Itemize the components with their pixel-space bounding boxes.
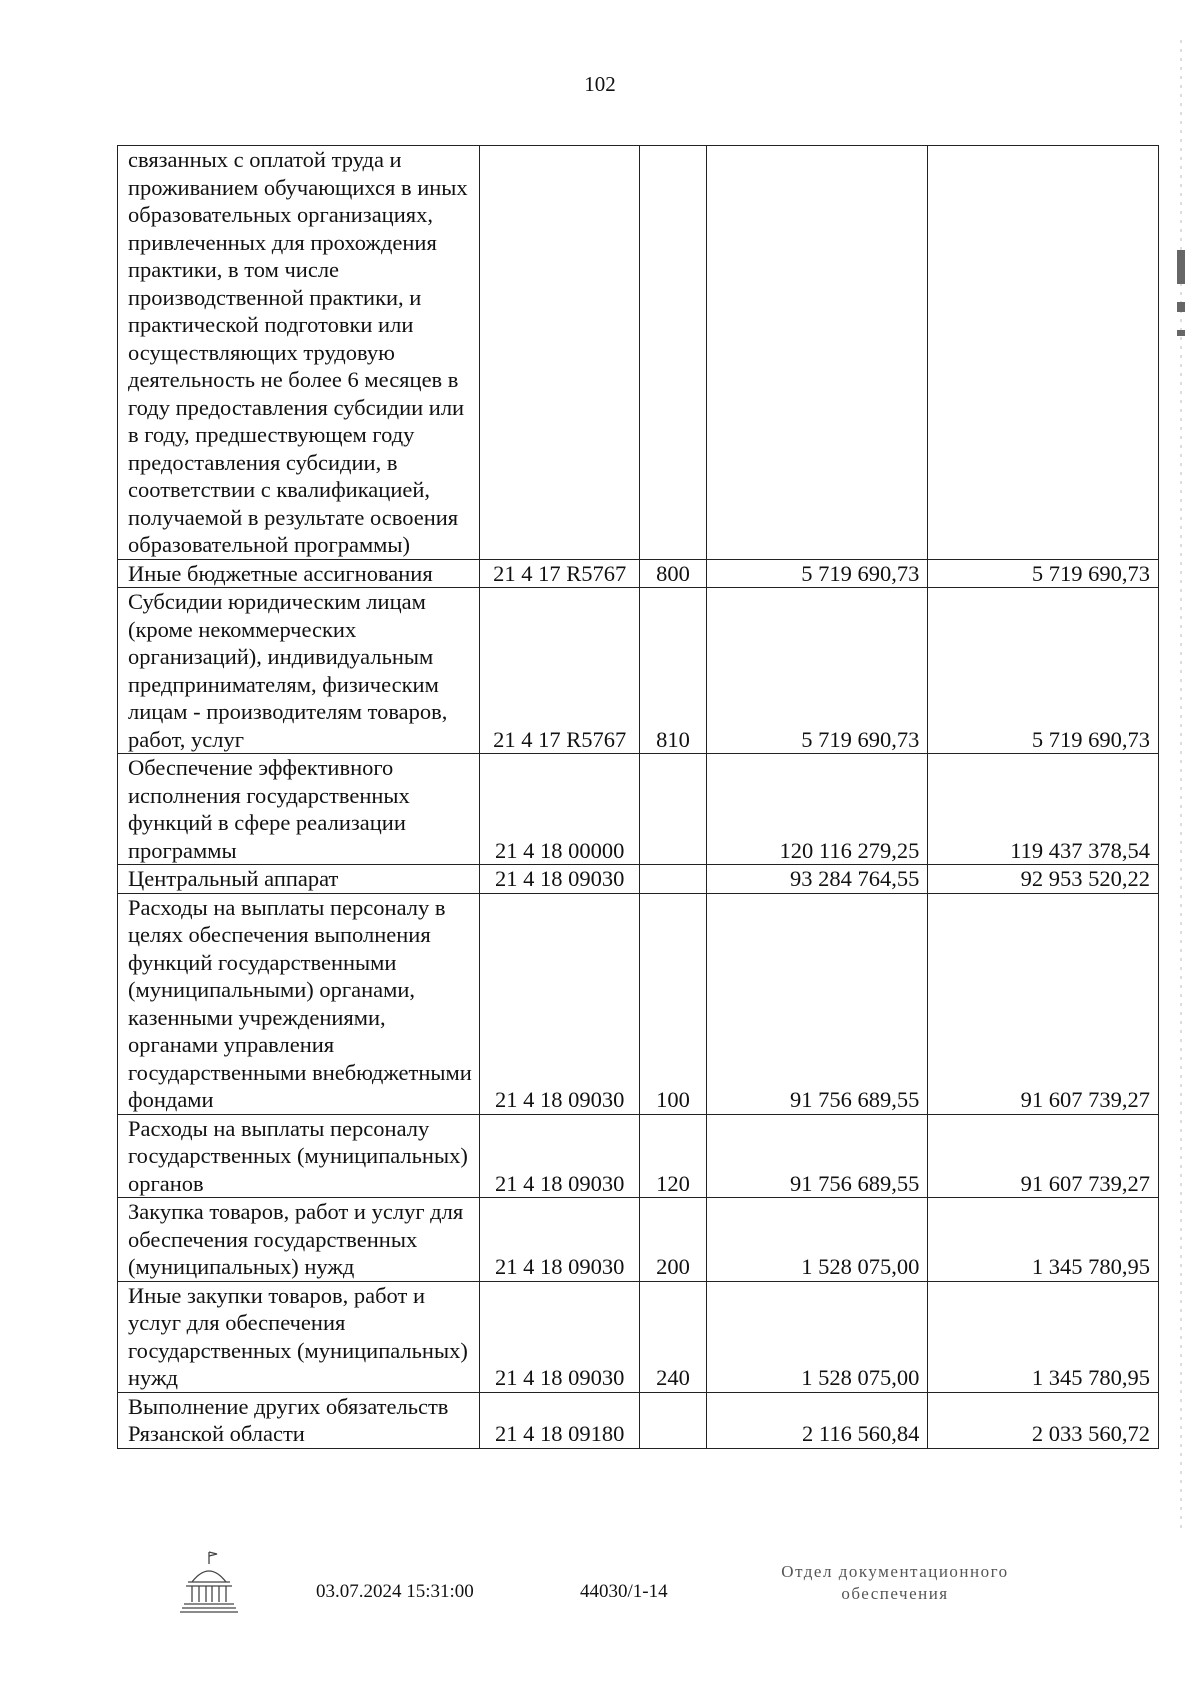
row-sum-1: 120 116 279,25 (706, 754, 927, 865)
table-row (118, 588, 1159, 754)
row-type (640, 865, 707, 894)
table-row (118, 754, 1159, 865)
row-type: 800 (640, 559, 707, 588)
row-sum-1: 1 528 075,00 (706, 1281, 927, 1392)
row-sum-1: 2 116 560,84 (706, 1392, 927, 1448)
row-code: 21 4 18 00000 (480, 754, 640, 865)
row-code: 21 4 18 09180 (480, 1392, 640, 1448)
row-sum-1: 91 756 689,55 (706, 1114, 927, 1198)
row-code (480, 146, 640, 560)
budget-table (117, 145, 1159, 1449)
row-sum-1: 5 719 690,73 (706, 559, 927, 588)
row-sum-2: 1 345 780,95 (928, 1281, 1159, 1392)
table-row (118, 146, 1159, 560)
row-sum-1: 5 719 690,73 (706, 588, 927, 754)
row-sum-2: 2 033 560,72 (928, 1392, 1159, 1448)
row-sum-2: 92 953 520,22 (928, 865, 1159, 894)
row-name: Центральный аппарат (118, 865, 480, 894)
row-type: 240 (640, 1281, 707, 1392)
row-name: Расходы на выплаты персоналу государственных (муниципальных) органов (118, 1114, 480, 1198)
row-sum-1: 93 284 764,55 (706, 865, 927, 894)
row-code: 21 4 18 09030 (480, 1198, 640, 1282)
table-row (118, 1198, 1159, 1282)
row-type: 200 (640, 1198, 707, 1282)
row-name: Субсидии юридическим лицам (кроме некоммерческих организаций), индивидуальным предпринимателям, физическим лицам - производителям товаров, работ, услуг (118, 588, 480, 754)
row-name: Выполнение других обязательств Рязанской области (118, 1392, 480, 1448)
row-sum-2: 119 437 378,54 (928, 754, 1159, 865)
footer-department (745, 1561, 1045, 1605)
row-code: 21 4 17 R5767 (480, 588, 640, 754)
row-name: связанных с оплатой труда и проживанием обучающихся в иных образовательных организациях, привлеченных для прохождения практики, в том числе производственной практики, и практической подготовки или осуществляющих трудовую деятельность не более 6 месяцев в году предоставления субсидии или в году, предшествующем году предоставления субсидии, в соответствии с квалификацией, получаемой в результате освоения образовательной программы) (118, 146, 480, 560)
row-name: Расходы на выплаты персоналу в целях обеспечения выполнения функций государственными (муниципальными) органами, казенными учреждениями, органами управления государственными внебюджетными фондами (118, 893, 480, 1114)
table-row (118, 893, 1159, 1114)
row-type: 120 (640, 1114, 707, 1198)
table-row (118, 1114, 1159, 1198)
row-type (640, 146, 707, 560)
table-row (118, 1392, 1159, 1448)
row-sum-2 (928, 146, 1159, 560)
row-name: Обеспечение эффективного исполнения государственных функций в сфере реализации программы (118, 754, 480, 865)
footer-department-line-1: Отдел документационного (781, 1562, 1009, 1581)
row-code: 21 4 17 R5767 (480, 559, 640, 588)
row-name: Закупка товаров, работ и услуг для обеспечения государственных (муниципальных) нужд (118, 1198, 480, 1282)
row-code: 21 4 18 09030 (480, 1281, 640, 1392)
row-type (640, 754, 707, 865)
row-type: 100 (640, 893, 707, 1114)
row-sum-1: 1 528 075,00 (706, 1198, 927, 1282)
row-code: 21 4 18 09030 (480, 893, 640, 1114)
row-name: Иные закупки товаров, работ и услуг для обеспечения государственных (муниципальных) нужд (118, 1281, 480, 1392)
row-sum-1: 91 756 689,55 (706, 893, 927, 1114)
row-type: 810 (640, 588, 707, 754)
row-sum-2: 5 719 690,73 (928, 559, 1159, 588)
footer-doc-number: 44030/1-14 (580, 1581, 668, 1602)
table-row (118, 559, 1159, 588)
footer-date: 03.07.2024 15:31:00 (316, 1581, 474, 1602)
row-type (640, 1392, 707, 1448)
row-sum-2: 5 719 690,73 (928, 588, 1159, 754)
scan-margin-marks (1176, 40, 1186, 1530)
footer-department-line-2: обеспечения (841, 1584, 949, 1603)
row-sum-2: 91 607 739,27 (928, 1114, 1159, 1198)
row-sum-1 (706, 146, 927, 560)
row-name: Иные бюджетные ассигнования (118, 559, 480, 588)
page-number: 102 (584, 72, 616, 96)
table-row (118, 865, 1159, 894)
row-sum-2: 91 607 739,27 (928, 893, 1159, 1114)
row-code: 21 4 18 09030 (480, 1114, 640, 1198)
table-row (118, 1281, 1159, 1392)
row-sum-2: 1 345 780,95 (928, 1198, 1159, 1282)
row-code: 21 4 18 09030 (480, 865, 640, 894)
building-seal-icon (178, 1548, 240, 1614)
